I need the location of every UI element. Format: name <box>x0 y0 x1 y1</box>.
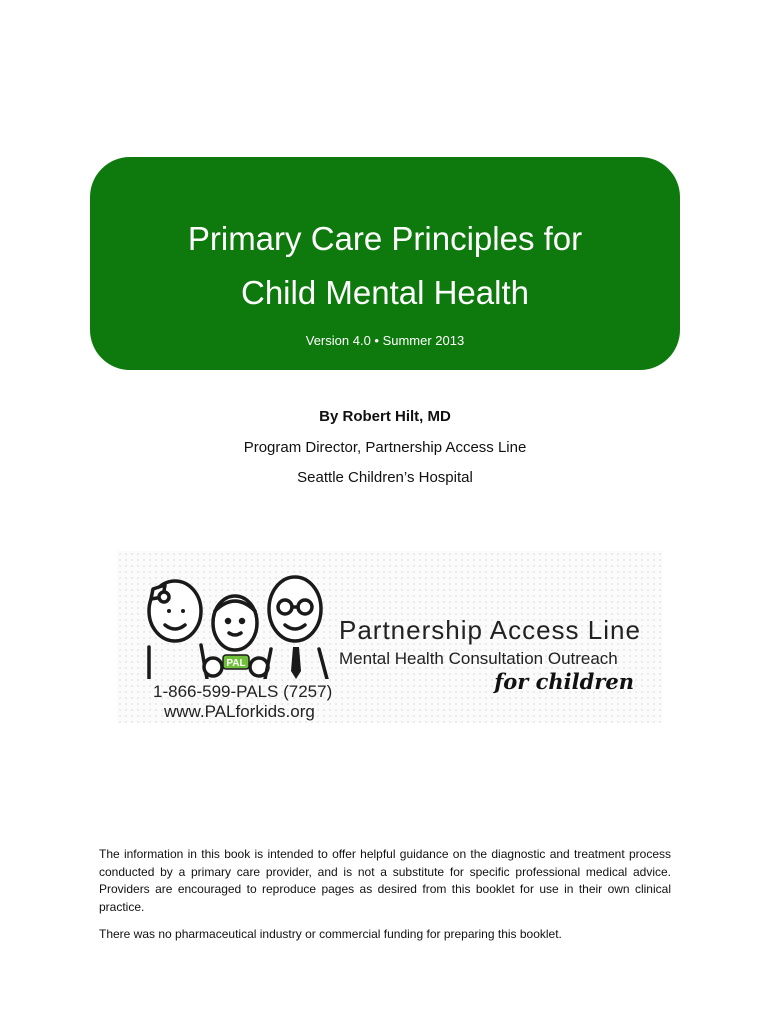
pal-badge-text: PAL <box>226 658 246 669</box>
pal-logo-tagline: for children <box>494 669 634 694</box>
author-role: Program Director, Partnership Access Line <box>243 439 527 456</box>
document-title-line-2: Child Mental Health <box>241 274 529 311</box>
title-banner <box>90 157 680 370</box>
tie-icon <box>291 647 301 679</box>
pal-phone-number: 1-866-599-PALS (7257) <box>153 682 333 701</box>
disclaimer-paragraph: The information in this book is intended to offer helpful guidance on the diagnostic and treatment process conducted by a primary care provider, and is not a substitute for specific professional medical advice. Providers are encouraged to reproduce pages as desired from this booklet for use in their own clinical practice. <box>99 847 671 914</box>
version-label: Version 4.0 • Summer 2013 <box>305 333 465 348</box>
document-title-line-1: Primary Care Principles for <box>187 220 583 257</box>
funding-statement: There was no pharmaceutical industry or commercial funding for preparing this booklet. <box>99 927 562 941</box>
pal-website: www.PALforkids.org <box>164 702 315 721</box>
pal-logo <box>117 551 662 723</box>
pal-characters-illustration <box>137 567 337 679</box>
pal-logo-subtitle: Mental Health Consultation Outreach <box>339 649 618 668</box>
pal-logo-name: Partnership Access Line <box>339 615 641 645</box>
author-institution: Seattle Children’s Hospital <box>297 469 473 486</box>
author-byline: By Robert Hilt, MD <box>319 408 451 425</box>
girl-head <box>213 596 257 650</box>
